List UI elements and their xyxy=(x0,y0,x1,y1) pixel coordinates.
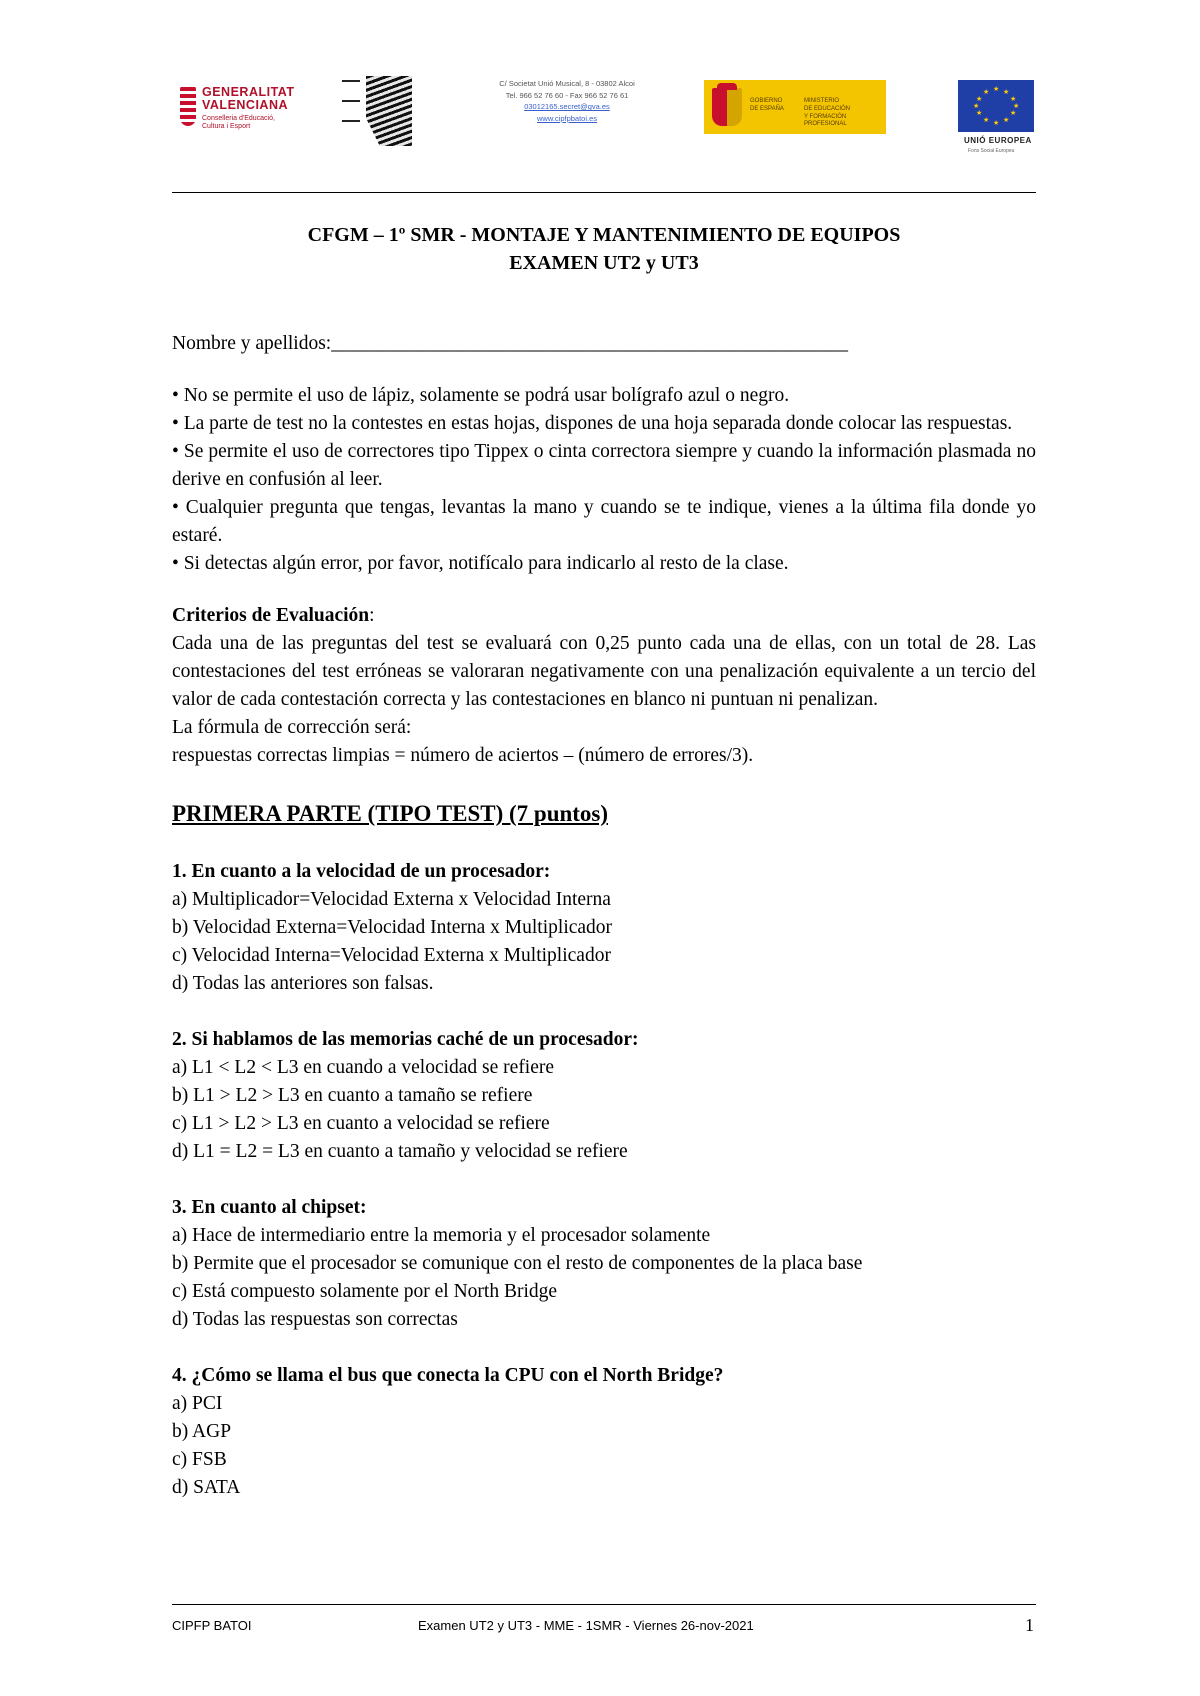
answer-option: a) L1 < L2 < L3 en cuando a velocidad se refiere xyxy=(172,1057,555,1078)
question-4 xyxy=(172,1362,1036,1502)
answer-option: c) Velocidad Interna=Velocidad Externa x Multiplicador xyxy=(172,945,611,966)
rule-item: • Si detectas algún error, por favor, notifícalo para indicarlo al resto de la clase. xyxy=(172,553,789,574)
exam-rules xyxy=(172,382,1036,578)
page-header xyxy=(172,72,1036,172)
spain-crown-icon xyxy=(717,83,737,90)
answer-option: a) Multiplicador=Velocidad Externa x Velocidad Interna xyxy=(172,889,611,910)
school-address-block xyxy=(472,78,662,138)
ministerio-line3: Y FORMACIÓN PROFESIONAL xyxy=(804,113,847,128)
gobierno-text xyxy=(750,98,784,114)
eu-flag-icon: ★ ★ ★ ★ ★ ★ ★ ★ ★ ★ ★ ★ xyxy=(958,80,1034,132)
page-number: 1 xyxy=(1025,1615,1034,1635)
footer-exam-info: Examen UT2 y UT3 - MME - 1SMR - Viernes 26-nov-2021 xyxy=(418,1618,754,1633)
answer-option: d) Todas las anteriores son falsas. xyxy=(172,973,434,994)
gva-emblem-icon xyxy=(180,86,196,126)
question-text: 1. En cuanto a la velocidad de un procesador: xyxy=(172,861,551,882)
gva-sub-line2: Cultura i Esport xyxy=(202,122,251,130)
answer-option: a) PCI xyxy=(172,1393,223,1414)
batoi-building-icon xyxy=(366,76,412,146)
answer-option: a) Hace de intermediario entre la memoria y el procesador solamente xyxy=(172,1225,711,1246)
eu-label: UNIÓ EUROPEA xyxy=(964,136,1032,145)
ministerio-line2: DE EDUCACIÓN xyxy=(804,105,851,112)
ministerio-text xyxy=(804,98,886,129)
answer-option: d) SATA xyxy=(172,1477,241,1498)
criteria-colon: : xyxy=(369,605,375,626)
name-field[interactable]: Nombre y apellidos:_____________________________________________________ xyxy=(172,333,848,354)
formula: respuestas correctas limpias = número de aciertos – (número de errores/3). xyxy=(172,745,754,766)
answer-option: c) L1 > L2 > L3 en cuanto a velocidad se refiere xyxy=(172,1113,550,1134)
exam-title xyxy=(172,221,1036,277)
answer-option: b) Velocidad Externa=Velocidad Interna x Multiplicador xyxy=(172,917,613,938)
address-line1: C/ Societat Unió Musical, 8 - 03802 Alcoi xyxy=(499,79,635,88)
generalitat-valenciana-logo xyxy=(180,80,295,140)
footer-rule xyxy=(172,1604,1036,1605)
answer-option: b) AGP xyxy=(172,1421,232,1442)
address-line2: Tel. 966 52 76 60 - Fax 966 52 76 61 xyxy=(505,90,629,100)
question-text: 2. Si hablamos de las memorias caché de un procesador: xyxy=(172,1029,639,1050)
gva-name-line2: VALENCIANA xyxy=(202,98,289,113)
ministerio-line1: MINISTERIO xyxy=(804,98,840,104)
exam-body xyxy=(172,330,1036,1502)
answer-option: b) Permite que el procesador se comunique con el resto de componentes de la placa base xyxy=(172,1253,863,1274)
answer-option: d) L1 = L2 = L3 en cuanto a tamaño y velocidad se refiere xyxy=(172,1141,628,1162)
gobierno-espana-logo xyxy=(704,80,886,134)
header-rule xyxy=(172,192,1036,193)
answer-option: b) L1 > L2 > L3 en cuanto a tamaño se refiere xyxy=(172,1085,533,1106)
question-2 xyxy=(172,1026,1036,1166)
answer-option: c) Está compuesto solamente por el North Bridge xyxy=(172,1281,558,1302)
section-title: PRIMERA PARTE (TIPO TEST) (7 puntos) xyxy=(172,801,609,826)
answer-option: c) FSB xyxy=(172,1449,227,1470)
exam-title-line2: EXAMEN UT2 y UT3 xyxy=(509,252,699,274)
question-text: 3. En cuanto al chipset: xyxy=(172,1197,367,1218)
spain-shield-icon xyxy=(712,88,742,126)
question-1 xyxy=(172,858,1036,998)
evaluation-criteria xyxy=(172,602,1036,770)
eu-sub-label: Fons Social Europeu xyxy=(968,148,1015,154)
address-web-link[interactable]: www.cipfpbatoi.es xyxy=(536,113,598,123)
question-text: 4. ¿Cómo se llama el bus que conecta la CPU con el North Bridge? xyxy=(172,1365,724,1386)
address-email-link[interactable]: 03012165.secret@gva.es xyxy=(524,102,610,112)
gva-name-line1: GENERALITAT xyxy=(202,85,295,99)
rule-item: • La parte de test no la contestes en estas hojas, dispones de una hoja separada donde colocar las respuestas. xyxy=(172,413,1013,434)
rule-item: • Cualquier pregunta que tengas, levantas la mano y cuando se te indique, vienes a la última fila donde yo estaré. xyxy=(172,497,1036,546)
gobierno-line2: DE ESPAÑA xyxy=(750,105,784,112)
criteria-heading: Criterios de Evaluación xyxy=(172,605,370,626)
exam-title-line1: CFGM – 1º SMR - MONTAJE Y MANTENIMIENTO DE EQUIPOS xyxy=(307,224,901,246)
gva-sub-line1: Conselleria d'Educació, xyxy=(202,115,275,123)
answer-option: d) Todas las respuestas son correctas xyxy=(172,1309,458,1330)
union-europea-logo xyxy=(958,80,1034,170)
formula-intro: La fórmula de corrección será: xyxy=(172,717,412,738)
criteria-paragraph: Cada una de las preguntas del test se evaluará con 0,25 punto cada una de ellas, con un total de 28. Las contestaciones del test erróneas se valoraran negativamente con una penalización equivalente a un tercio del valor de cada contestación correcta y las contestaciones en blanco ni puntuan ni penalizan. xyxy=(172,633,1036,710)
rule-item: • Se permite el uso de correctores tipo Tippex o cinta correctora siempre y cuando la información plasmada no derive en confusión al leer. xyxy=(172,441,1036,490)
gobierno-line1: GOBIERNO xyxy=(750,98,783,104)
rule-item: • No se permite el uso de lápiz, solamente se podrá usar bolígrafo azul o negro. xyxy=(172,385,790,406)
cipfp-batoi-logo xyxy=(342,72,414,150)
question-3 xyxy=(172,1194,1036,1334)
footer-school: CIPFP BATOI xyxy=(172,1618,252,1633)
